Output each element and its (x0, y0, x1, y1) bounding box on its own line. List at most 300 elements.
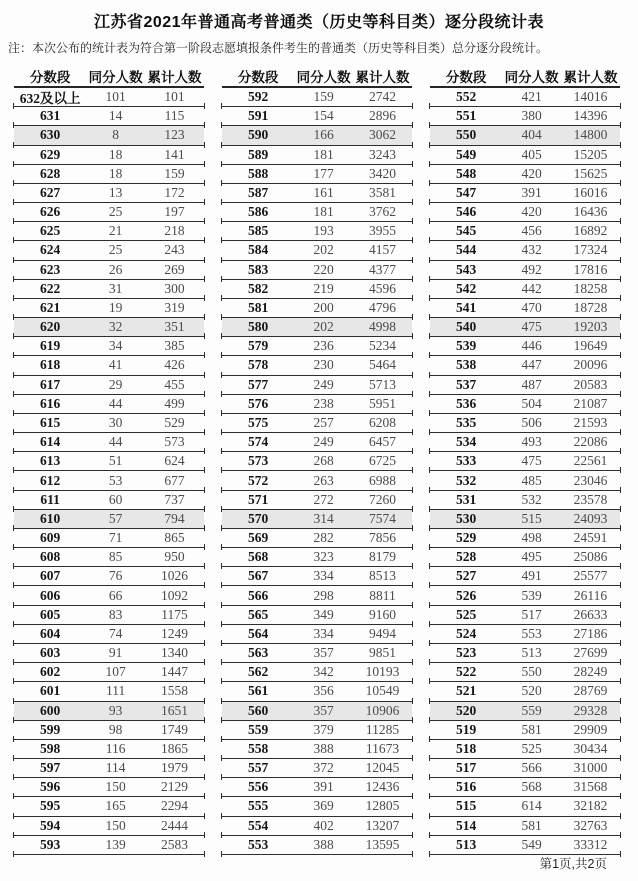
table-header (430, 65, 620, 88)
same-score-count-cell: 614 (521, 798, 542, 814)
same-score-count-cell: 559 (521, 702, 542, 718)
score-range-cell: 546 (455, 204, 477, 220)
same-score-count-cell: 525 (521, 740, 542, 756)
table-row (222, 471, 412, 490)
same-score-count-cell: 513 (521, 645, 542, 661)
same-score-count-cell: 159 (313, 89, 334, 105)
score-range-cell: 606 (39, 587, 61, 603)
score-table-middle (222, 65, 412, 855)
score-range-cell: 564 (247, 625, 269, 641)
score-range-cell: 631 (39, 108, 61, 124)
cumulative-count-cell: 1092 (161, 587, 189, 603)
score-range-cell: 587 (247, 184, 269, 200)
same-score-count-cell: 238 (313, 395, 334, 411)
score-range-cell: 540 (455, 319, 477, 335)
table-row (430, 471, 620, 490)
cumulative-count-cell: 29909 (573, 721, 608, 737)
cumulative-count-cell: 101 (164, 89, 185, 105)
same-score-count-cell: 369 (313, 798, 334, 814)
cumulative-count-cell: 4596 (369, 280, 397, 296)
score-range-cell: 629 (39, 146, 61, 162)
same-score-count-cell: 263 (313, 472, 334, 488)
score-range-cell: 562 (247, 664, 269, 680)
cumulative-count-cell: 426 (164, 357, 185, 373)
cumulative-count-cell: 12805 (365, 798, 400, 814)
same-score-count-cell: 101 (105, 89, 126, 105)
column-header-cumulative-count: 累计人数 (563, 69, 618, 85)
score-range-cell: 605 (39, 606, 61, 622)
page-title: 江苏省2021年普通高考普通类（历史等科目类）逐分段统计表 (93, 14, 545, 31)
score-range-cell: 630 (39, 127, 61, 143)
table-row (430, 491, 620, 510)
score-range-cell: 518 (455, 740, 477, 756)
same-score-count-cell: 220 (313, 261, 334, 277)
table-row (14, 146, 204, 165)
table-row (14, 88, 204, 107)
cumulative-count-cell: 13207 (365, 817, 400, 833)
column-header-same-score-count: 同分人数 (504, 69, 559, 85)
table-row (430, 721, 620, 740)
cumulative-count-cell: 26116 (573, 587, 608, 603)
table-row (430, 644, 620, 663)
cumulative-count-cell: 17324 (573, 242, 608, 258)
cumulative-count-cell: 18728 (573, 299, 608, 315)
same-score-count-cell: 60 (108, 491, 123, 507)
score-range-cell: 553 (247, 836, 269, 852)
table-row (14, 663, 204, 682)
cumulative-count-cell: 1175 (161, 606, 188, 622)
table-row (14, 107, 204, 126)
same-score-count-cell: 165 (105, 798, 126, 814)
same-score-count-cell: 268 (313, 453, 334, 469)
same-score-count-cell: 432 (521, 242, 542, 258)
same-score-count-cell: 51 (108, 453, 123, 469)
score-range-cell: 524 (455, 625, 477, 641)
same-score-count-cell: 236 (313, 338, 334, 354)
table-row (14, 452, 204, 471)
cumulative-count-cell: 385 (164, 338, 185, 354)
cumulative-count-cell: 3955 (369, 223, 397, 239)
cumulative-count-cell: 218 (164, 223, 185, 239)
score-range-cell: 549 (455, 146, 477, 162)
score-range-cell: 531 (455, 491, 477, 507)
score-range-cell: 597 (39, 760, 61, 776)
cumulative-count-cell: 6208 (369, 415, 397, 430)
cumulative-count-cell: 5464 (369, 357, 397, 373)
score-range-cell: 515 (455, 798, 477, 814)
score-range-cell: 602 (39, 664, 61, 680)
score-range-cell: 548 (455, 165, 477, 181)
cumulative-count-cell: 7574 (369, 510, 397, 526)
same-score-count-cell: 32 (108, 319, 123, 335)
table-row (14, 414, 204, 433)
same-score-count-cell: 53 (108, 472, 123, 488)
table-row (430, 702, 620, 721)
table-row (430, 682, 620, 701)
score-range-cell: 624 (39, 242, 61, 258)
cumulative-count-cell: 11673 (365, 740, 400, 756)
score-range-cell: 550 (455, 127, 477, 143)
table-row (430, 203, 620, 222)
cumulative-count-cell: 351 (164, 319, 185, 335)
cumulative-count-cell: 4796 (369, 299, 397, 315)
table-row (430, 414, 620, 433)
score-range-cell: 612 (39, 472, 61, 488)
table-row (14, 567, 204, 586)
cumulative-count-cell: 269 (164, 261, 185, 277)
cumulative-count-cell: 10193 (365, 664, 400, 680)
same-score-count-cell: 456 (521, 223, 542, 239)
column-header-score-range: 分数段 (29, 69, 71, 85)
cumulative-count-cell: 19203 (573, 319, 608, 335)
table-row (222, 702, 412, 721)
cumulative-count-cell: 7856 (369, 530, 397, 546)
score-range-cell: 525 (455, 606, 477, 622)
same-score-count-cell: 388 (313, 836, 334, 852)
same-score-count-cell: 26 (108, 261, 123, 277)
cumulative-count-cell: 25577 (573, 568, 608, 584)
table-row (430, 529, 620, 548)
score-range-cell: 615 (39, 415, 61, 430)
cumulative-count-cell: 3762 (369, 204, 397, 220)
same-score-count-cell: 420 (521, 204, 542, 220)
table-header (14, 65, 204, 88)
table-row (222, 491, 412, 510)
score-range-cell: 592 (247, 89, 269, 105)
table-row (222, 433, 412, 452)
same-score-count-cell: 391 (521, 184, 542, 200)
cumulative-count-cell: 12436 (365, 779, 400, 795)
same-score-count-cell: 202 (313, 242, 334, 258)
table-row (14, 280, 204, 299)
score-range-cell: 563 (247, 645, 269, 661)
score-range-cell: 627 (39, 184, 61, 200)
cumulative-count-cell: 319 (164, 299, 185, 315)
same-score-count-cell: 74 (108, 625, 123, 641)
cumulative-count-cell: 22086 (573, 434, 608, 450)
table-row (14, 682, 204, 701)
score-range-cell: 578 (247, 357, 269, 373)
score-range-cell: 575 (247, 415, 269, 430)
score-range-cell: 589 (247, 146, 269, 162)
cumulative-count-cell: 14800 (573, 127, 608, 143)
score-range-cell: 547 (455, 184, 477, 200)
score-range-cell: 528 (455, 549, 477, 565)
cumulative-count-cell: 123 (164, 127, 185, 143)
same-score-count-cell: 539 (521, 587, 542, 603)
cumulative-count-cell: 16016 (573, 184, 608, 200)
table-row (14, 491, 204, 510)
same-score-count-cell: 492 (521, 261, 542, 277)
table-row (222, 682, 412, 701)
cumulative-count-cell: 23578 (573, 491, 608, 507)
cumulative-count-cell: 115 (164, 108, 185, 124)
table-row (222, 644, 412, 663)
table-row (430, 376, 620, 395)
page-number: 第1页,共2页 (539, 857, 607, 871)
same-score-count-cell: 111 (106, 683, 126, 699)
score-range-cell: 598 (39, 740, 61, 756)
cumulative-count-cell: 24093 (573, 510, 608, 526)
score-range-cell: 611 (40, 491, 60, 507)
cumulative-count-cell: 1249 (161, 625, 189, 641)
same-score-count-cell: 447 (521, 357, 542, 373)
column-header-score-range: 分数段 (237, 69, 279, 85)
same-score-count-cell: 491 (521, 568, 542, 584)
table-row (14, 702, 204, 721)
score-range-cell: 623 (39, 261, 61, 277)
same-score-count-cell: 91 (108, 645, 123, 661)
cumulative-count-cell: 794 (164, 510, 185, 526)
score-range-cell: 536 (455, 395, 477, 411)
table-row (222, 356, 412, 375)
cumulative-count-cell: 28769 (573, 683, 608, 699)
table-row (430, 126, 620, 145)
same-score-count-cell: 391 (313, 779, 334, 795)
score-range-cell: 514 (455, 817, 477, 833)
score-range-cell: 552 (455, 89, 477, 105)
score-range-cell: 545 (455, 223, 477, 239)
same-score-count-cell: 550 (521, 664, 542, 680)
table-header (222, 65, 412, 88)
table-row (222, 510, 412, 529)
table-row (14, 318, 204, 337)
table-row (14, 778, 204, 797)
cumulative-count-cell: 9851 (369, 645, 397, 661)
table-row (14, 625, 204, 644)
column-header-score-range: 分数段 (445, 69, 487, 85)
table-row (430, 836, 620, 855)
cumulative-count-cell: 26633 (573, 606, 608, 622)
score-range-cell: 610 (39, 510, 61, 526)
table-row (14, 184, 204, 203)
same-score-count-cell: 323 (313, 549, 334, 565)
cumulative-count-cell: 1026 (161, 568, 189, 584)
table-row (430, 165, 620, 184)
same-score-count-cell: 150 (105, 817, 126, 833)
same-score-count-cell: 66 (108, 587, 123, 603)
same-score-count-cell: 388 (313, 740, 334, 756)
column-header-cumulative-count: 累计人数 (147, 69, 202, 85)
cumulative-count-cell: 8811 (369, 587, 396, 603)
score-range-cell: 571 (247, 491, 269, 507)
table-row (430, 280, 620, 299)
same-score-count-cell: 230 (313, 357, 334, 373)
same-score-count-cell: 154 (313, 108, 334, 124)
score-range-cell: 573 (247, 453, 269, 469)
column-header-cumulative-count: 累计人数 (355, 69, 410, 85)
score-range-cell: 520 (455, 702, 477, 718)
score-range-cell: 603 (39, 645, 61, 661)
table-row (430, 395, 620, 414)
cumulative-count-cell: 10549 (365, 683, 400, 699)
table-row (222, 548, 412, 567)
table-row (14, 126, 204, 145)
table-row (430, 318, 620, 337)
same-score-count-cell: 249 (313, 434, 334, 450)
cumulative-count-cell: 1749 (161, 721, 189, 737)
score-range-cell: 576 (247, 395, 269, 411)
table-row (430, 184, 620, 203)
same-score-count-cell: 495 (521, 549, 542, 565)
same-score-count-cell: 21 (108, 223, 123, 239)
same-score-count-cell: 402 (313, 817, 334, 833)
cumulative-count-cell: 6725 (369, 453, 397, 469)
cumulative-count-cell: 300 (164, 280, 185, 296)
score-range-cell: 590 (247, 127, 269, 143)
score-range-cell: 568 (247, 549, 269, 565)
same-score-count-cell: 166 (313, 127, 334, 143)
cumulative-count-cell: 10906 (365, 702, 400, 718)
score-range-cell: 533 (455, 453, 477, 469)
table-row (14, 817, 204, 836)
cumulative-count-cell: 2444 (161, 817, 189, 833)
cumulative-count-cell: 6457 (369, 434, 397, 450)
same-score-count-cell: 219 (313, 280, 334, 296)
same-score-count-cell: 13 (108, 184, 123, 200)
table-row (14, 337, 204, 356)
cumulative-count-cell: 499 (164, 395, 185, 411)
table-row (430, 797, 620, 816)
score-range-cell: 551 (455, 108, 477, 124)
table-row (14, 261, 204, 280)
score-range-cell: 608 (39, 549, 61, 565)
same-score-count-cell: 405 (521, 146, 542, 162)
table-row (222, 203, 412, 222)
score-range-cell: 569 (247, 530, 269, 546)
same-score-count-cell: 475 (521, 319, 542, 335)
score-range-cell: 618 (39, 357, 61, 373)
score-range-cell: 561 (247, 683, 269, 699)
same-score-count-cell: 446 (521, 338, 542, 354)
cumulative-count-cell: 141 (164, 146, 185, 162)
table-row (222, 778, 412, 797)
score-range-cell: 572 (247, 472, 269, 488)
same-score-count-cell: 8 (112, 127, 119, 143)
score-range-cell: 532 (455, 472, 477, 488)
same-score-count-cell: 334 (313, 568, 334, 584)
same-score-count-cell: 25 (108, 242, 123, 258)
cumulative-count-cell: 4998 (369, 319, 397, 335)
same-score-count-cell: 257 (313, 415, 334, 430)
cumulative-count-cell: 8179 (369, 549, 397, 565)
score-range-cell: 556 (247, 779, 269, 795)
same-score-count-cell: 34 (108, 338, 123, 354)
score-range-cell: 583 (247, 261, 269, 277)
table-row (430, 817, 620, 836)
table-row (14, 836, 204, 855)
cumulative-count-cell: 4377 (369, 261, 397, 277)
cumulative-count-cell: 6988 (369, 472, 397, 488)
same-score-count-cell: 342 (313, 664, 334, 680)
score-range-cell: 622 (39, 280, 61, 296)
table-row (222, 165, 412, 184)
table-row (222, 529, 412, 548)
score-range-cell: 588 (247, 165, 269, 181)
cumulative-count-cell: 8513 (369, 568, 397, 584)
score-range-cell: 584 (247, 242, 269, 258)
same-score-count-cell: 314 (313, 510, 334, 526)
cumulative-count-cell: 19649 (573, 338, 608, 354)
table-row (14, 510, 204, 529)
table-row (222, 625, 412, 644)
score-range-cell: 516 (455, 779, 477, 795)
score-range-cell: 632及以上 (19, 91, 81, 107)
score-table-left (14, 65, 204, 855)
table-row (222, 88, 412, 107)
same-score-count-cell: 282 (313, 530, 334, 546)
table-row (222, 107, 412, 126)
same-score-count-cell: 517 (521, 606, 542, 622)
table-row (14, 471, 204, 490)
score-range-cell: 595 (39, 798, 61, 814)
score-range-cell: 614 (39, 434, 61, 450)
cumulative-count-cell: 30434 (573, 740, 608, 756)
table-row (14, 376, 204, 395)
cumulative-count-cell: 1340 (161, 645, 189, 661)
table-row (430, 241, 620, 260)
same-score-count-cell: 202 (313, 319, 334, 335)
same-score-count-cell: 356 (313, 683, 334, 699)
cumulative-count-cell: 1979 (161, 760, 189, 776)
table-row (430, 759, 620, 778)
cumulative-count-cell: 624 (164, 453, 185, 469)
cumulative-count-cell: 3581 (369, 184, 397, 200)
score-range-cell: 613 (39, 453, 61, 469)
cumulative-count-cell: 1865 (161, 740, 189, 756)
cumulative-count-cell: 22561 (573, 453, 608, 469)
table-row (222, 222, 412, 241)
cumulative-count-cell: 7260 (369, 491, 397, 507)
table-row (222, 414, 412, 433)
cumulative-count-cell: 5234 (369, 338, 397, 354)
same-score-count-cell: 71 (108, 530, 123, 546)
cumulative-count-cell: 3420 (369, 165, 397, 181)
score-range-cell: 600 (39, 702, 61, 718)
score-range-cell: 559 (247, 721, 269, 737)
table-row (222, 337, 412, 356)
score-range-cell: 586 (247, 204, 269, 220)
table-row (430, 146, 620, 165)
cumulative-count-cell: 159 (164, 165, 185, 181)
table-row (14, 433, 204, 452)
table-row (430, 222, 620, 241)
same-score-count-cell: 19 (108, 299, 123, 315)
table-row (222, 836, 412, 855)
table-row (222, 299, 412, 318)
same-score-count-cell: 181 (313, 204, 334, 220)
note-text: 注：本次公布的统计表为符合第一阶段志愿填报条件考生的普通类（历史等科目类）总分逐分段统计。 (8, 41, 549, 55)
table-row (430, 567, 620, 586)
cumulative-count-cell: 31000 (573, 760, 608, 776)
score-range-cell: 541 (455, 299, 477, 315)
cumulative-count-cell: 950 (164, 549, 185, 565)
cumulative-count-cell: 529 (164, 415, 185, 430)
same-score-count-cell: 18 (108, 165, 123, 181)
cumulative-count-cell: 9160 (369, 606, 397, 622)
cumulative-count-cell: 31568 (573, 779, 608, 795)
score-range-cell: 604 (39, 625, 61, 641)
table-row (430, 625, 620, 644)
same-score-count-cell: 30 (108, 415, 123, 430)
same-score-count-cell: 581 (521, 817, 542, 833)
score-range-cell: 565 (247, 606, 269, 622)
cumulative-count-cell: 573 (164, 434, 185, 450)
table-row (222, 280, 412, 299)
same-score-count-cell: 177 (313, 165, 334, 181)
score-range-cell: 621 (39, 299, 61, 315)
table-row (14, 529, 204, 548)
